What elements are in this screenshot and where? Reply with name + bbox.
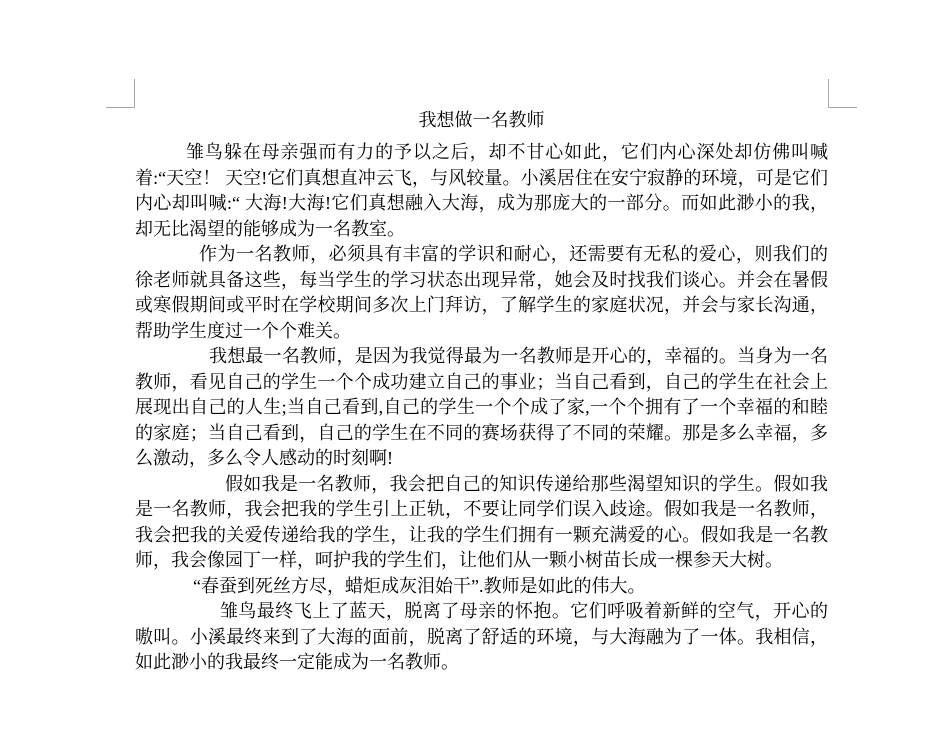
boundary-mark-horizontal-line bbox=[828, 107, 857, 108]
paragraph-why-teacher: 我想最一名教师，是因为我觉得最为一名教师是开心的，幸福的。当身为一名教师，看见自己的学生一个个成功建立自己的事业；当自己看到，自己的学生在社会上展现出自己的人生;当自己看到,自己的学生一个个成了家,一个个拥有了一个幸福的和睦的家庭；当自己看到，自己的学生在不同的赛场获得了不同的荣耀。那是多么幸福，多么激动，多么令人感动的时刻啊! bbox=[135, 346, 828, 468]
boundary-mark-horizontal-line bbox=[106, 107, 135, 108]
paragraph-teacher-qualities: 作为一名教师，必须具有丰富的学识和耐心，还需要有无私的爱心，则我们的徐老师就具备这些，每当学生的学习状态出现异常，她会及时找我们谈心。并会在暑假或寒假期间或平时在学校期间多次上门拜访，了解学生的家庭状况，并会与家长沟通，帮助学生度过一个个难关。 bbox=[135, 244, 828, 341]
boundary-mark-vertical-line bbox=[134, 79, 135, 108]
document-title: 我想做一名教师 bbox=[418, 110, 545, 130]
paragraph-quote: “春蚕到死丝方尽，蜡炬成灰泪始干”.教师是如此的伟大。 bbox=[193, 575, 646, 596]
paragraph-intro: 雏鸟躲在母亲强而有力的予以之后，却不甘心如此，它们内心深处却仿佛叫喊着:“天空！ 天空!它们真想直冲云飞，与风较量。小溪居住在安宁寂静的环境，可是它们内心却叫喊:“ 大海!大海!它们真想融入大海，成为那庞大的一部分。而如此渺小的我，却无比渴望的能够成为一名教室。 bbox=[135, 142, 828, 239]
document-body[interactable] bbox=[135, 107, 828, 676]
paragraph-if-i-were-teacher: 假如我是一名教师，我会把自己的知识传递给那些渴望知识的学生。假如我是一名教师，我会把我的学生引上正轨，不要让同学们误入歧途。假如我是一名教师，我会把我的关爱传递给我的学生，让我的学生们拥有一颗充满爱的心。假如我是一名教师，我会像园丁一样，呵护我的学生们，让他们从一颗小树苗长成一棵参天大树。 bbox=[135, 473, 828, 570]
paragraph-conclusion: 雏鸟最终飞上了蓝天，脱离了母亲的怀抱。它们呼吸着新鲜的空气，开心的嗷叫。小溪最终来到了大海的面前，脱离了舒适的环境，与大海融为了一体。我相信，如此渺小的我最终一定能成为一名教师。 bbox=[135, 601, 828, 672]
boundary-mark-vertical-line bbox=[828, 79, 829, 108]
